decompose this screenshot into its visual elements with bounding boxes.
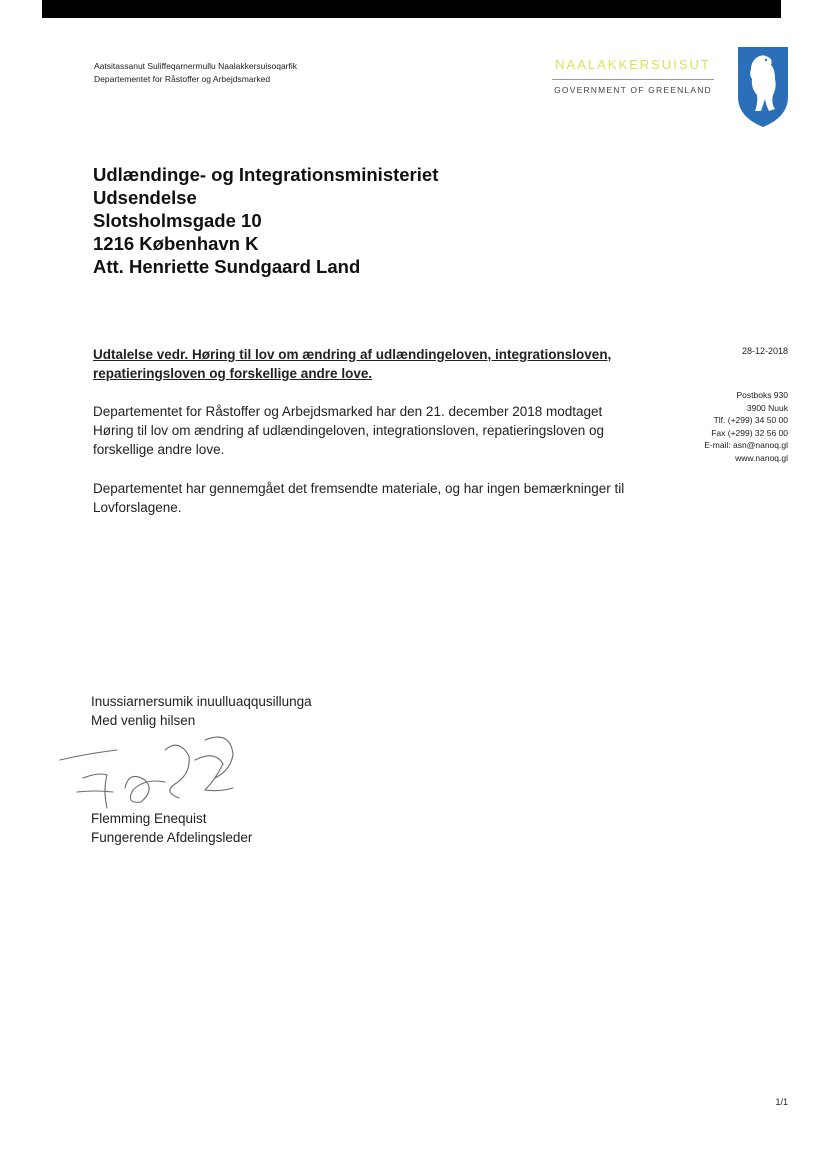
addressee-attention: Att. Henriette Sundgaard Land xyxy=(93,256,361,277)
addressee-department: Udsendelse xyxy=(93,187,197,208)
polar-bear-crest-icon xyxy=(735,45,791,129)
crest-bear-eye xyxy=(765,59,767,61)
addressee-street: Slotsholmsgade 10 xyxy=(93,210,262,231)
signer-title: Fungerende Afdelingsleder xyxy=(91,829,253,845)
sender-line-greenlandic: Aatsitassanut Suliffeqarnermullu Naalakkersuisoqarfik xyxy=(94,61,297,71)
contact-city: 3900 Nuuk xyxy=(746,402,788,413)
body-paragraph-2: Departementet har gennemgået det fremsendte materiale, og har ingen bemærkninger til Lovforslagene. xyxy=(93,481,625,515)
page-number: 1/1 xyxy=(775,1097,788,1107)
brand-divider xyxy=(552,79,714,80)
contact-email: E-mail: asn@nanoq.gl xyxy=(704,440,788,450)
addressee-postal-city: 1216 København K xyxy=(93,233,259,254)
letter-body xyxy=(93,402,637,537)
addressee-block xyxy=(93,163,438,278)
contact-postbox: Postboks 930 xyxy=(736,390,788,400)
scan-top-bar xyxy=(42,0,781,18)
greeting-greenlandic: Inussiarnersumik inuulluaqqusillunga xyxy=(91,694,312,709)
sender-block xyxy=(94,60,297,86)
letter-subject: Udtalelse vedr. Høring til lov om ændring af udlændingeloven, integrationsloven, repatieringsloven og forskellige andre love. xyxy=(93,347,612,381)
sender-line-danish: Departementet for Råstoffer og Arbejdsmarked xyxy=(94,74,271,84)
government-logo-text xyxy=(552,57,714,95)
body-paragraph-1: Departementet for Råstoffer og Arbejdsmarked har den 21. december 2018 modtaget Høring til lov om ændring af udlændingeloven, integrationsloven, repatieringsloven og forskellige andre love. xyxy=(93,404,605,457)
signer-block xyxy=(91,810,252,847)
contact-info xyxy=(640,389,788,464)
brand-subtitle: GOVERNMENT OF GREENLAND xyxy=(554,85,712,95)
greeting-danish: Med venlig hilsen xyxy=(91,712,196,728)
addressee-ministry: Udlændinge- og Integrationsministeriet xyxy=(93,164,439,185)
contact-fax: Fax (+299) 32 56 00 xyxy=(711,427,788,438)
letter-date: 28-12-2018 xyxy=(741,346,788,356)
contact-website: www.nanoq.gl xyxy=(735,452,788,463)
signer-name: Flemming Enequist xyxy=(91,811,207,826)
brand-name: NAALAKKERSUISUT xyxy=(555,57,711,72)
contact-phone: Tlf. (+299) 34 50 00 xyxy=(713,415,788,425)
